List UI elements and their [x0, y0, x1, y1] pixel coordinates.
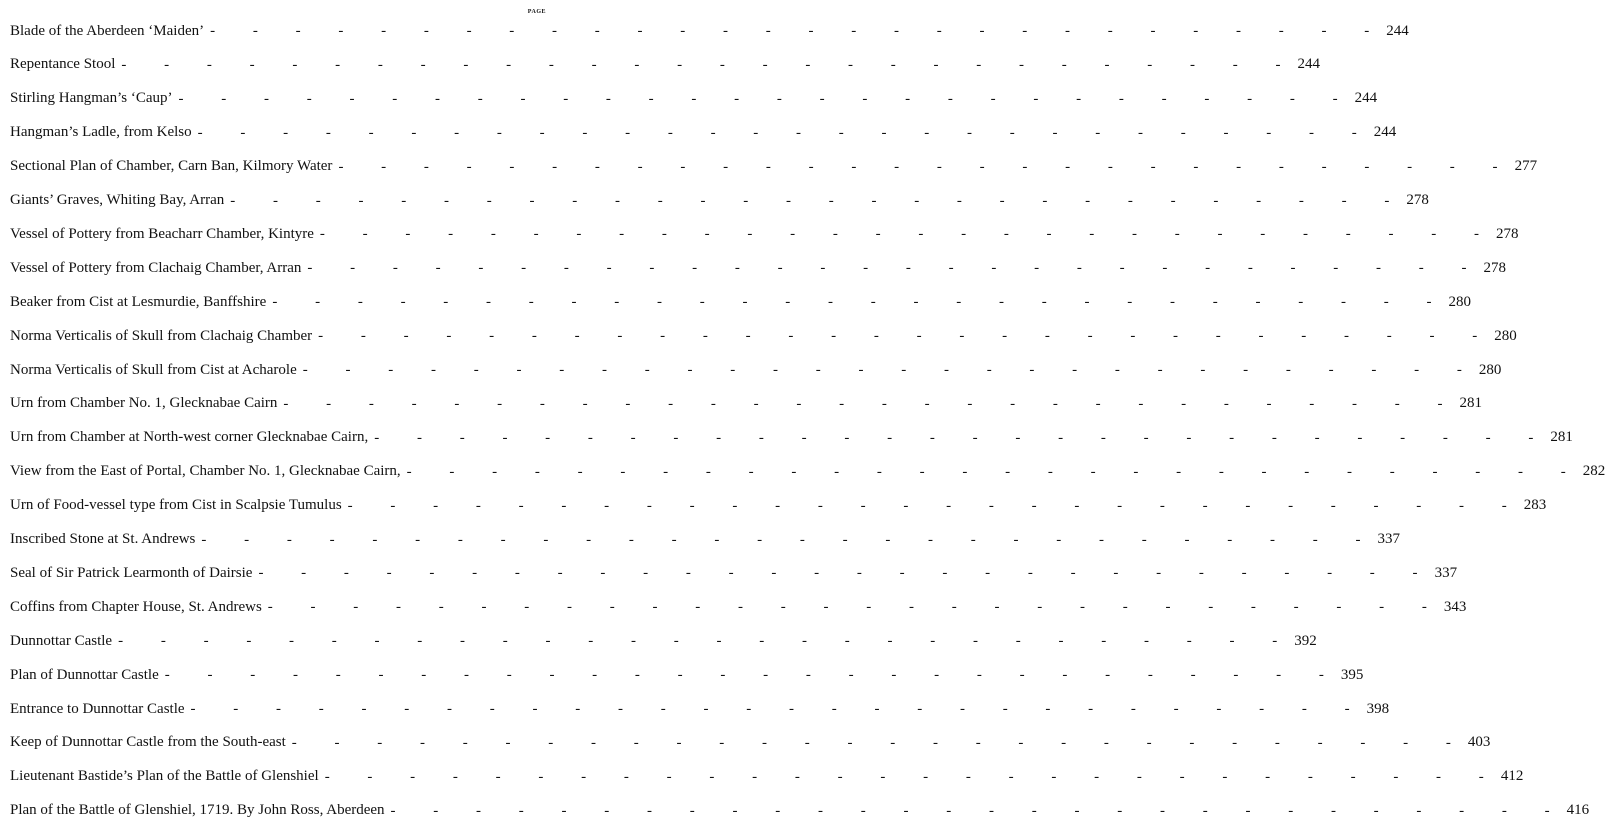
dash-leader: - - - - - - - - - - - - - - - - - - - - - - - - - - - - [178, 90, 1355, 107]
entry-title: Hangman’s Ladle, from Kelso [10, 124, 192, 141]
entry-title: Vessel of Pottery from Clachaig Chamber, Arran [10, 259, 302, 276]
list-item [10, 595, 1467, 619]
dash-leader: - - - - - - - - - - - - - - - - - - - - - - - - - - - - [210, 23, 1387, 39]
entry-page-number: 280 [1494, 327, 1517, 344]
entry-page-number: 283 [1523, 497, 1547, 514]
dash-leader: - - - - - - - - - - - - - - - - - - - - - - - - - - - - [230, 192, 1407, 209]
dash-leader: - - - - - - - - - - - - - - - - - - - - - - - - - - - - [338, 158, 1515, 175]
dash-leader: - - - - - - - - - - - - - - - - - - - - - - - - - - - - [272, 294, 1449, 311]
entry-page-number: 278 [1483, 259, 1507, 276]
list-item [10, 392, 1483, 416]
entry-page-number: 277 [1514, 158, 1538, 175]
list-item [10, 189, 1429, 213]
list-item [10, 155, 1538, 179]
dash-leader: - - - - - - - - - - - - - - - - - - - - - - - - - - - - [347, 497, 1524, 514]
list-item [10, 528, 1401, 552]
entry-page-number: 416 [1566, 802, 1590, 819]
dash-leader: - - - - - - - - - - - - - - - - - - - - - - - - - - - - [374, 429, 1551, 446]
list-item [10, 799, 1590, 823]
dash-leader: - - - - - - - - - - - - - - - - - - - - - - - - - - - - [390, 802, 1567, 819]
entry-page-number: 282 [1582, 463, 1605, 480]
entry-title: Urn of Food-vessel type from Cist in Scalpsie Tumulus [10, 497, 342, 514]
list-item [10, 358, 1502, 382]
list-item [10, 256, 1507, 280]
page-column-heading: PAGE [527, 9, 546, 15]
dash-leader: - - - - - - - - - - - - - - - - - - - - - - - - - - - - [283, 395, 1460, 412]
entry-title: Norma Verticalis of Skull from Cist at Acharole [10, 361, 297, 378]
dash-leader: - - - - - - - - - - - - - - - - - - - - - - - - - - - - [291, 734, 1468, 751]
dash-leader: - - - - - - - - - - - - - - - - - - - - - - - - - - - - [197, 124, 1374, 141]
dash-leader: - - - - - - - - - - - - - - - - - - - - - - - - - - - - [406, 463, 1583, 480]
list-item [10, 765, 1524, 789]
entry-page-number: 244 [1354, 90, 1378, 107]
dash-leader: - - - - - - - - - - - - - - - - - - - - - - - - - - - - [318, 328, 1495, 345]
entry-title: Vessel of Pottery from Beacharr Chamber, Kintyre [10, 225, 314, 242]
entry-title: Stirling Hangman’s ‘Caup’ [10, 90, 173, 107]
entry-title: Urn from Chamber No. 1, Glecknabae Cairn [10, 395, 278, 412]
list-item [10, 222, 1519, 246]
entry-page-number: 244 [1386, 22, 1409, 39]
entry-page-number: 280 [1448, 293, 1471, 310]
entry-page-number: 337 [1377, 531, 1401, 547]
entry-page-number: 244 [1373, 124, 1397, 141]
list-item [10, 561, 1458, 585]
dash-leader: - - - - - - - - - - - - - - - - - - - - - - - - - - - - [307, 260, 1484, 277]
entry-title: Repentance Stool [10, 56, 116, 73]
entry-page-number: 278 [1496, 225, 1519, 242]
list-item [10, 697, 1390, 721]
list-item [10, 663, 1364, 687]
entry-page-number: 398 [1366, 700, 1390, 717]
entry-page-number: 343 [1443, 598, 1467, 615]
entry-title: Coffins from Chapter House, St. Andrews [10, 598, 262, 615]
list-item [10, 53, 1321, 77]
entry-page-number: 337 [1434, 564, 1458, 581]
entry-title: Norma Verticalis of Skull from Clachaig Chamber [10, 327, 313, 344]
entry-page-number: 280 [1478, 361, 1502, 378]
dash-leader: - - - - - - - - - - - - - - - - - - - - - - - - - - - - [164, 667, 1341, 684]
entry-page-number: 412 [1500, 768, 1524, 785]
entry-title: Seal of Sir Patrick Learmonth of Dairsie [10, 564, 253, 581]
list-item [10, 324, 1517, 348]
entry-title: Giants’ Graves, Whiting Bay, Arran [10, 192, 225, 208]
entry-title: Dunnottar Castle [10, 632, 113, 649]
entry-title: Blade of the Aberdeen ‘Maiden’ [10, 22, 205, 39]
entry-page-number: 395 [1340, 666, 1364, 683]
entry-page-number: 281 [1459, 395, 1483, 412]
list-item [10, 87, 1378, 111]
entry-title: Keep of Dunnottar Castle from the South-east [10, 734, 286, 751]
list-item [10, 494, 1547, 518]
entry-title: Beaker from Cist at Lesmurdie, Banffshire [10, 293, 267, 310]
list-item [10, 121, 1397, 145]
dash-leader: - - - - - - - - - - - - - - - - - - - - - - - - - - - - [302, 362, 1479, 378]
entry-title: Sectional Plan of Chamber, Carn Ban, Kilmory Water [10, 158, 333, 175]
dash-leader: - - - - - - - - - - - - - - - - - - - - - - - - - - - - [121, 56, 1298, 73]
entry-page-number: 244 [1297, 56, 1321, 73]
entry-page-number: 281 [1550, 429, 1573, 446]
dash-leader: - - - - - - - - - - - - - - - - - - - - - - - - - - - - [324, 768, 1501, 785]
entry-page-number: 403 [1467, 734, 1491, 751]
list-item [10, 19, 1409, 43]
dash-leader: - - - - - - - - - - - - - - - - - - - - - - - - - - - - [258, 565, 1435, 582]
list-item [10, 290, 1471, 314]
entry-page-number: 392 [1294, 632, 1317, 649]
dash-leader: - - - - - - - - - - - - - - - - - - - - - - - - - - - - [201, 531, 1378, 548]
entry-page-number: 278 [1406, 192, 1429, 208]
list-item [10, 426, 1573, 450]
dash-leader: - - - - - - - - - - - - - - - - - - - - - - - - - - - - [319, 226, 1497, 243]
dash-leader: - - - - - - - - - - - - - - - - - - - - - - - - - - - - [267, 599, 1444, 616]
entry-title: Lieutenant Bastide’s Plan of the Battle of Glenshiel [10, 768, 319, 785]
entry-title: Plan of the Battle of Glenshiel, 1719. By John Ross, Aberdeen [10, 802, 385, 819]
list-item [10, 460, 1605, 484]
list-item [10, 629, 1317, 653]
entry-title: Urn from Chamber at North-west corner Glecknabae Cairn, [10, 429, 369, 446]
dash-leader: - - - - - - - - - - - - - - - - - - - - - - - - - - - - [190, 701, 1367, 717]
entry-title: View from the East of Portal, Chamber No. 1, Glecknabae Cairn, [10, 463, 401, 480]
list-item [10, 731, 1491, 755]
entry-title: Entrance to Dunnottar Castle [10, 700, 185, 717]
entry-title: Plan of Dunnottar Castle [10, 666, 159, 683]
dash-leader: - - - - - - - - - - - - - - - - - - - - - - - - - - - - [118, 633, 1295, 650]
entry-title: Inscribed Stone at St. Andrews [10, 531, 196, 547]
